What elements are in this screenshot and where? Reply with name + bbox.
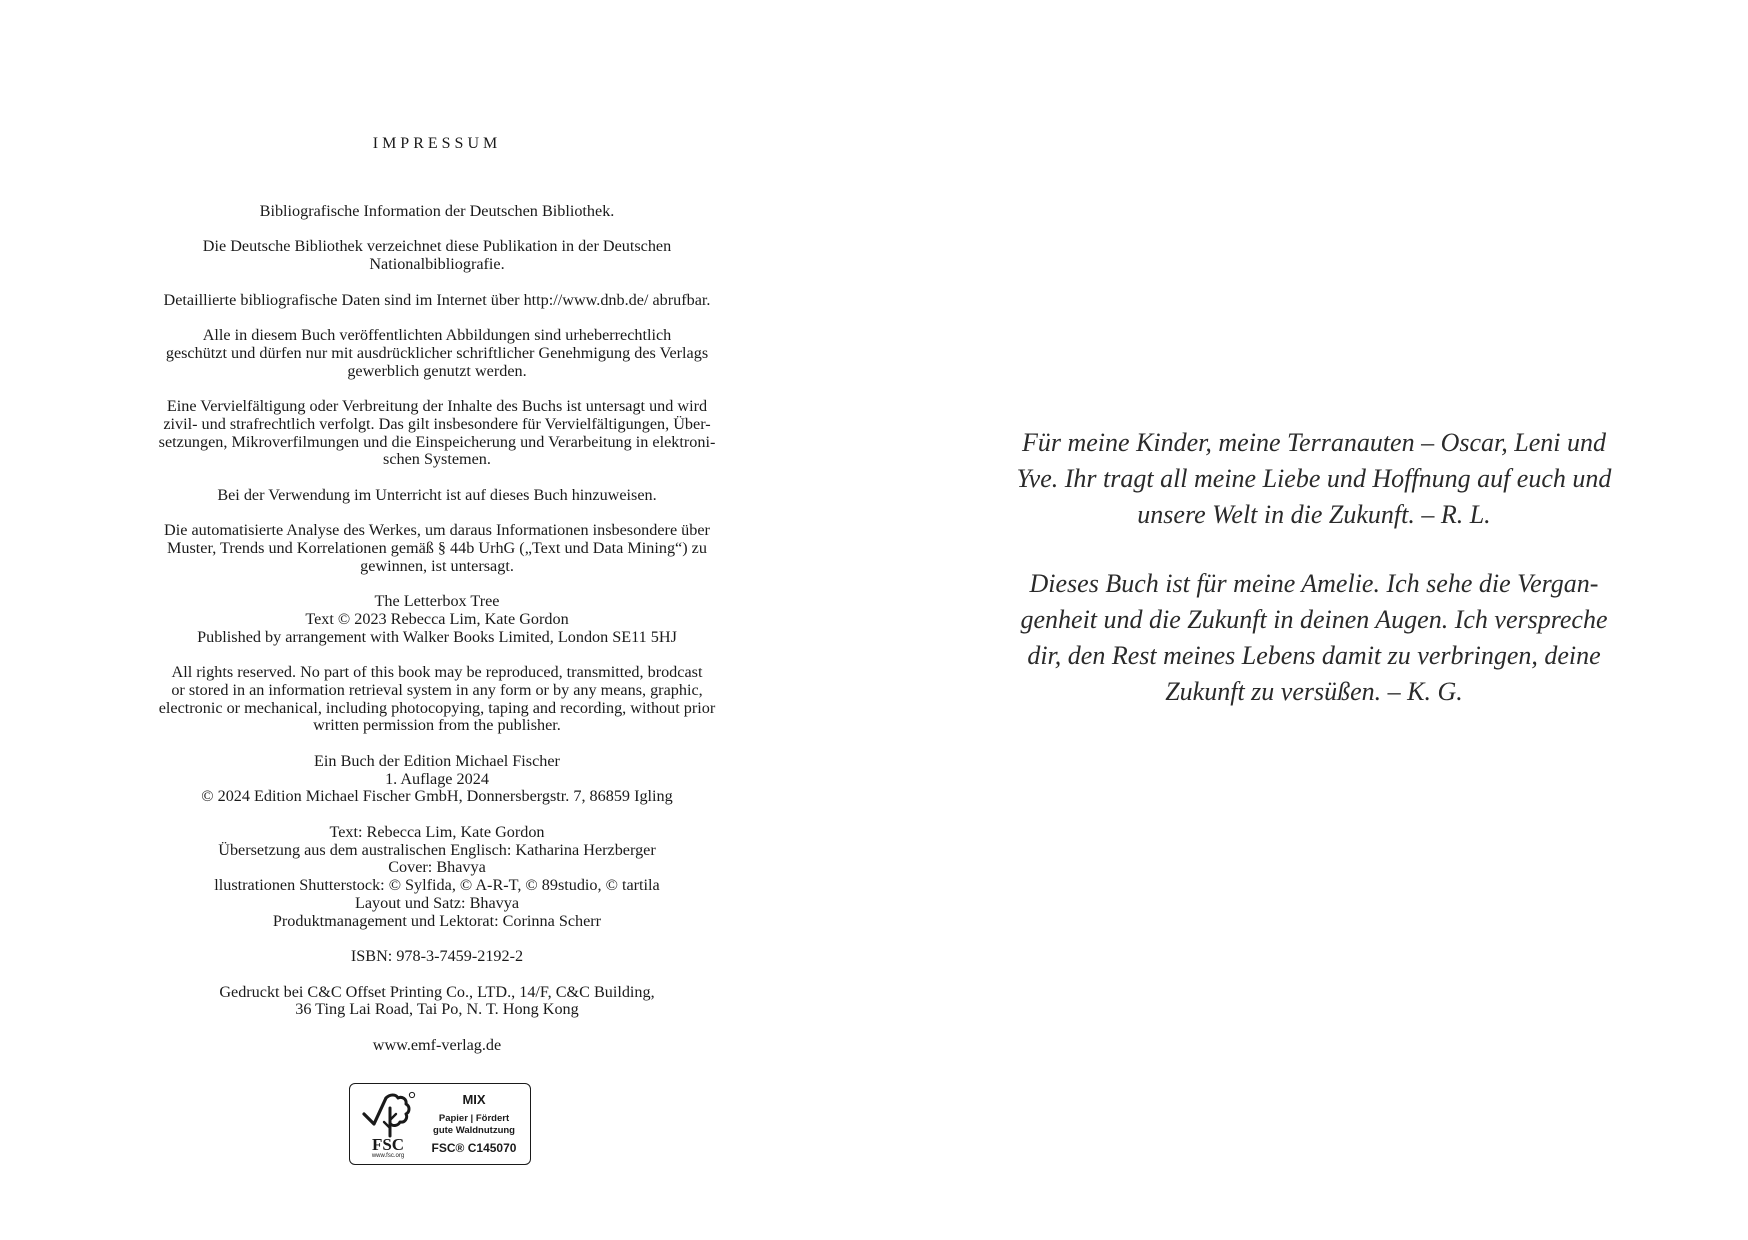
dedication-rl: Für meine Kinder, meine Terranauten – Oscar, Leni und Yve. Ihr tragt all meine Liebe und Hoffnung auf euch und unsere Welt in die Zukunft. – R. L. <box>1016 428 1612 529</box>
imprint-paragraph: Bibliografische Information der Deutschen Bibliothek. <box>259 202 615 220</box>
dedication-kg: Dieses Buch ist für meine Amelie. Ich sehe die Vergan- genheit und die Zukunft in deinen Augen. Ich verspreche dir, den Rest meines Lebens damit zu verbringen, deine Zukunft zu versüßen. – K. G. <box>1020 569 1608 706</box>
fsc-text-block <box>422 1092 526 1155</box>
dedication-page <box>874 0 1748 1240</box>
imprint-paragraph: Bei der Verwendung im Unterricht ist auf dieses Buch hinzuweisen. <box>217 485 657 504</box>
fsc-url: www.fsc.org <box>371 1153 405 1159</box>
imprint-paragraph: Detaillierte bibliografische Daten sind im Internet über http://www.dnb.de/ abrufbar. <box>163 290 711 309</box>
fsc-label <box>349 1083 531 1165</box>
imprint-paragraph: Die automatisierte Analyse des Werkes, um daraus Informationen insbesondere über Muster, Trends und Korrelationen gemäß § 44b UrhG („Text und Data Mining“) zu gewinnen, ist untersagt. <box>164 521 710 575</box>
imprint-paragraph: Alle in diesem Buch veröffentlichten Abbildungen sind urheberrechtlich geschützt und dürfen nur mit ausdrücklicher schriftlicher Genehmigung des Verlags gewerblich genutzt werden. <box>165 325 709 380</box>
publisher-url: www.emf-verlag.de <box>372 1035 502 1054</box>
imprint-paragraph: All rights reserved. No part of this book may be reproduced, transmitted, brodcast or stored in an information retrieval system in any form or by any means, graphic, electronic or mechanical, including photocopying, taping and recording, without prior written permission from the publisher. <box>158 663 716 735</box>
fsc-mix: MIX <box>462 1092 486 1107</box>
fsc-logo <box>356 1088 420 1162</box>
imprint-paragraph: Die Deutsche Bibliothek verzeichnet diese Publikation in der Deutschen Nationalbibliografie. <box>202 237 672 274</box>
imprint-paragraph: Eine Vervielfältigung oder Verbreitung der Inhalte des Buchs ist untersagt und wird zivil- und strafrechtlich verfolgt. Das gilt insbesondere für Vervielfältigungen, Über- setzungen, Mikroverfilmungen und die Einspeicherung und Verarbeitung in elektroni- schen Systemen. <box>158 396 716 469</box>
imprint-body <box>117 203 757 1072</box>
isbn: ISBN: 978-3-7459-2192-2 <box>350 947 524 966</box>
fsc-license-code: FSC® C145070 <box>431 1141 517 1155</box>
imprint-paragraph: Gedruckt bei C&C Offset Printing Co., LTD., 14/F, C&C Building, 36 Ting Lai Road, Tai Po, N. T. Hong Kong <box>219 982 655 1019</box>
fsc-description: Papier | Fördert gute Waldnutzung <box>433 1113 515 1136</box>
imprint-paragraph: The Letterbox Tree Text © 2023 Rebecca Lim, Kate Gordon Published by arrangement with Walker Books Limited, London SE11 5HJ <box>197 592 677 646</box>
fsc-wordmark: FSC <box>371 1135 405 1154</box>
fsc-tree-checkmark-icon <box>360 1090 416 1138</box>
imprint-title: IMPRESSUM <box>372 135 502 152</box>
imprint-paragraph: Ein Buch der Edition Michael Fischer 1. Auflage 2024 © 2024 Edition Michael Fischer GmbH, Donnersbergstr. 7, 86859 Igling <box>201 751 673 806</box>
imprint-paragraph: Text: Rebecca Lim, Kate Gordon Übersetzung aus dem australischen Englisch: Katharina Herzberger Cover: Bhavya llustrationen Shutterstock: © Sylfida, © A-R-T, © 89studio, © tartila Layout und Satz: Bhavya Produktmanagement und Lektorat: Corinna Scherr <box>214 822 660 930</box>
